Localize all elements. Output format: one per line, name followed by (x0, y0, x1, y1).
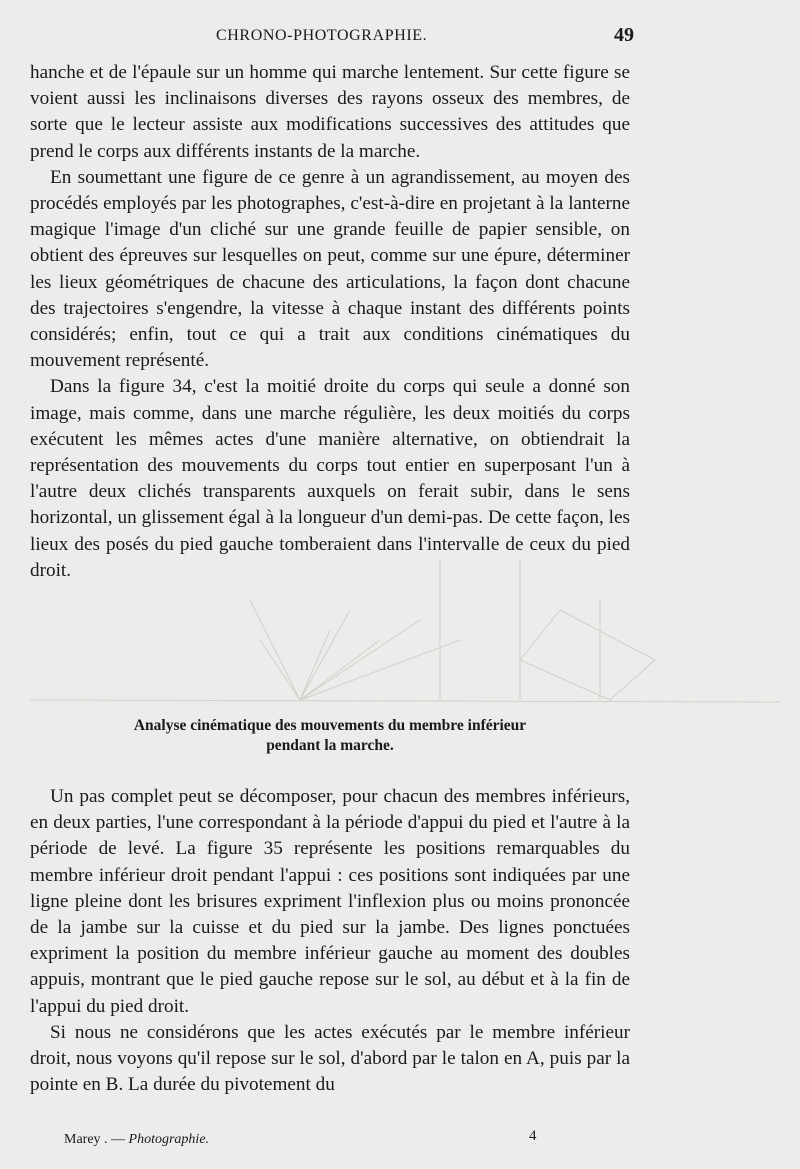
section-heading (30, 716, 630, 756)
paragraph-figure-34: Dans la figure 34, c'est la moitié droite du corps qui seule a donné son image, mais comme, dans une marche régulière, les deux moitiés du corps exécutent les mêmes actes d'une manière alternative, on obtiendrait la représentation des mouvements du corps tout entier en superposant l'un à l'autre deux clichés transparents auxquels on ferait subir, dans le sens horizontal, un glissement égal à la longueur d'un demi-pas. De cette façon, les lieux des posés du pied gauche tomberaient dans l'intervalle de ceux du pied droit. (30, 376, 630, 581)
footer-author: Marey . — (64, 1132, 129, 1147)
signature-mark: 4 (529, 1128, 537, 1144)
page-number: 49 (614, 24, 634, 46)
paragraph-continuation: hanche et de l'épaule sur un homme qui marche lentement. Sur cette figure se voient aussi les inclinaisons diverses des rayons osseux des membres, de sorte que le lecteur assiste aux modifications successives des attitudes que prend le corps aux différents instants de la marche. (30, 62, 630, 162)
paragraph-agrandissement: En soumettant une figure de ce genre à un agrandissement, au moyen des procédés employés par les photographes, c'est-à-dire en projetant à la lanterne magique l'image d'un cliché sur une grande feuille de papier sensible, on obtient des épreuves sur lesquelles on peut, comme sur une épure, déterminer les lieux géométriques de chacune des articulations, la façon dont chacune des trajectoires s'engendre, la vitesse à chaque instant des différents points considérés; enfin, tout ce qui a trait aux conditions cinématiques du mouvement représenté. (30, 166, 630, 372)
running-title: CHRONO-PHOTOGRAPHIE. (216, 27, 428, 44)
section-heading-line-1: Analyse cinématique des mouvements du membre inférieur (133, 717, 527, 734)
running-header (30, 22, 634, 50)
body-text-top (30, 60, 630, 584)
section-heading-line-2: pendant la marche. (266, 737, 394, 754)
footer-credit (64, 1132, 209, 1148)
body-text-bottom (30, 784, 630, 1098)
footer-title: Photographie. (128, 1132, 210, 1147)
paragraph-pas-complet: Un pas complet peut se décomposer, pour chacun des membres inférieurs, en deux parties, l'une correspondant à la période d'appui du pied et l'autre à la période de levé. La figure 35 représente les positions remarquables du membre inférieur droit pendant l'appui : ces positions sont indiquées par une ligne pleine dont les brisures expriment l'inflexion plus ou moins prononcée de la jambe sur la cuisse et du pied sur la jambe. Des lignes ponctuées expriment la position du membre inférieur gauche au moment des doubles appuis, montrant que le pied gauche repose sur le sol, au début et à la fin de l'appui du pied droit. (30, 786, 630, 1017)
paragraph-actes-membre: Si nous ne considérons que les actes exécutés par le membre inférieur droit, nous voyons qu'il repose sur le sol, d'abord par le talon en A, puis par la pointe en B. La durée du pivotement du (30, 1021, 630, 1096)
